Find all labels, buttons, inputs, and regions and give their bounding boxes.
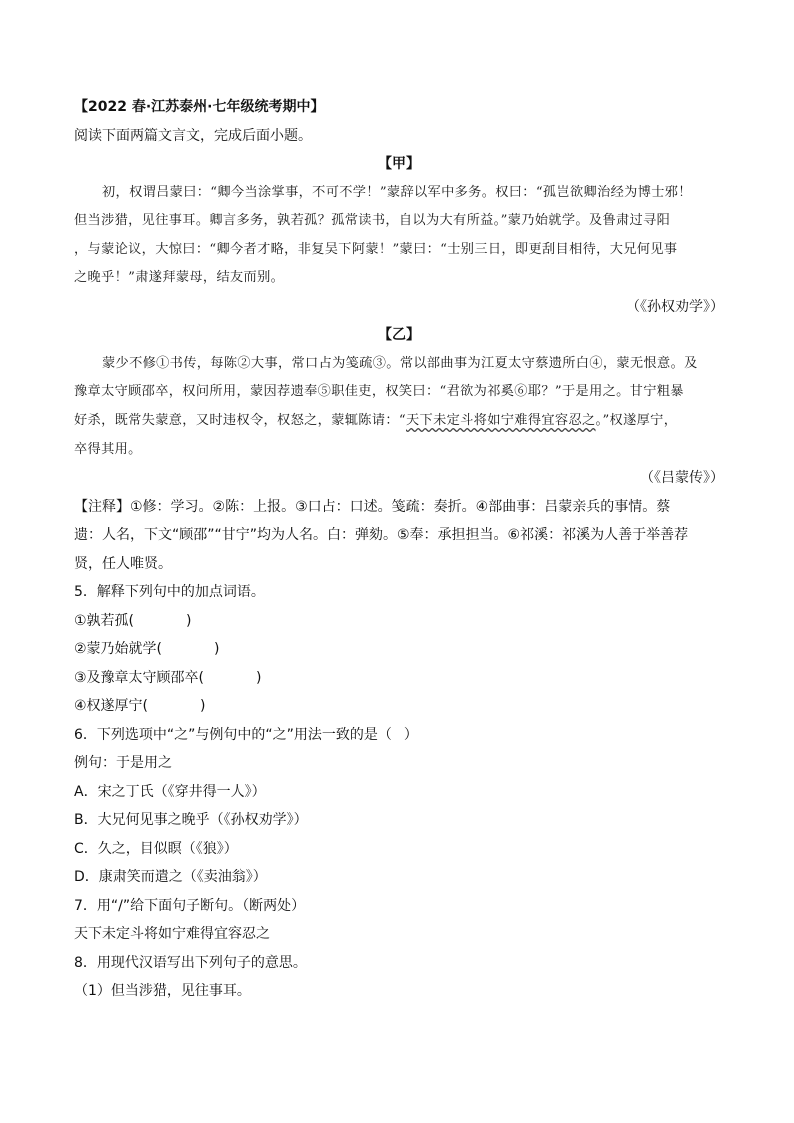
passage-b-line	[74, 407, 724, 436]
notes-line: 贤，任人唯贤。	[74, 555, 172, 572]
question-8-prompt: 8．用现代汉语写出下列句子的意思。	[74, 954, 307, 971]
notes-line: 【注释】①修：学习。②陈：上报。③口占：口述。笺疏：奏折。④部曲事：吕蒙亲兵的事情。蔡	[74, 498, 671, 515]
question-6-option-c: C．久之，目似瞑（《狼》）	[74, 840, 238, 857]
close-paren: )	[256, 669, 262, 686]
question-8-item-1: （1）但当涉猎，见往事耳。	[74, 983, 251, 1000]
question-6-option-b: B．大兄何见事之晚乎（《孙权劝学》）	[74, 812, 308, 829]
question-5-item-text: ③及豫章太守顾邵卒(	[74, 669, 205, 686]
passage-b-line: 豫章太守顾邵卒，权问所用，蒙因荐遗奉⑤职佳吏，权笑曰：“君欲为祁奚⑥耶？”于是用之。甘宁粗暴	[74, 384, 684, 400]
passage-b-line3-before: 好杀，既常失蒙意，又时违权令，权怒之，蒙辄陈请：“	[74, 413, 406, 429]
passage-b-heading: 【乙】	[378, 327, 420, 344]
question-5-item	[74, 635, 724, 664]
passage-b-text	[74, 350, 724, 464]
worksheet-content	[74, 93, 724, 1006]
passage-a-attribution: （《孙权劝学》）	[626, 298, 724, 315]
close-paren: )	[186, 612, 192, 629]
source-header: 【2022 春·江苏泰州·七年级统考期中】	[74, 99, 325, 115]
passage-a-text	[74, 179, 724, 293]
question-7-prompt: 7．用“/”给下面句子断句。（断两处）	[74, 897, 306, 914]
underlined-sentence: 天下未定斗将如宁难得宜容忍之	[406, 413, 596, 429]
question-6-example: 例句：于是用之	[74, 755, 172, 772]
passage-b-line: 卒得其用。	[74, 441, 142, 457]
passage-a-line: 初，权谓吕蒙曰：“卿今当涂掌事，不可不学！”蒙辞以军中多务。权曰：“孤岂欲卿治经为博士邪！	[102, 184, 692, 200]
close-paren: ）	[403, 726, 418, 743]
passage-b-line3-after: 。”权遂厚宁，	[595, 413, 678, 429]
question-5-item	[74, 607, 724, 636]
question-5-item	[74, 692, 724, 721]
question-5-item-text: ②蒙乃始就学(	[74, 641, 163, 658]
close-paren: )	[214, 641, 220, 658]
passage-a-line: ，与蒙论议，大惊曰：“卿今者才略，非复吴下阿蒙！”蒙曰：“士别三日，即更刮目相待，大兄何见事	[74, 241, 678, 257]
passage-b-attribution: （《吕蒙传》）	[640, 470, 724, 487]
question-5-item-text: ④权遂厚宁(	[74, 698, 149, 715]
question-6-option-d: D．康肃笑而遣之（《卖油翁》）	[74, 869, 267, 886]
question-6-text: 6．下列选项中“之”与例句中的“之”用法一致的是（	[74, 726, 392, 743]
notes-block	[74, 493, 724, 579]
close-paren: )	[200, 698, 206, 715]
passage-a-line: 但当涉猎，见往事耳。卿言多务，孰若孤？孤常读书，自以为大有所益。”蒙乃始就学。及鲁肃过寻阳	[74, 213, 671, 229]
passage-a-line: 之晚乎！”肃遂拜蒙母，结友而别。	[74, 270, 285, 286]
question-5-item	[74, 664, 724, 693]
question-5-item-text: ①孰若孤(	[74, 612, 135, 629]
notes-line: 遗：人名，下文“顾邵”“甘宁”均为人名。白：弹劾。⑤奉：承担担当。⑥祁溪：祁溪为人善于举善荐	[74, 527, 689, 544]
passage-b-line: 蒙少不修①书传，每陈②大事，常口占为笺疏③。常以部曲事为江夏太守蔡遗所白④，蒙无恨意。及	[102, 355, 698, 371]
instruction: 阅读下面两篇文言文，完成后面小题。	[74, 127, 312, 144]
question-5-prompt: 5．解释下列句中的加点词语。	[74, 584, 265, 601]
question-7-sentence: 天下未定斗将如宁难得宜容忍之	[74, 926, 270, 943]
passage-a-heading: 【甲】	[378, 156, 420, 172]
question-6-option-a: A．宋之丁氏（《穿井得一人》）	[74, 783, 266, 800]
question-6-prompt	[74, 721, 724, 750]
